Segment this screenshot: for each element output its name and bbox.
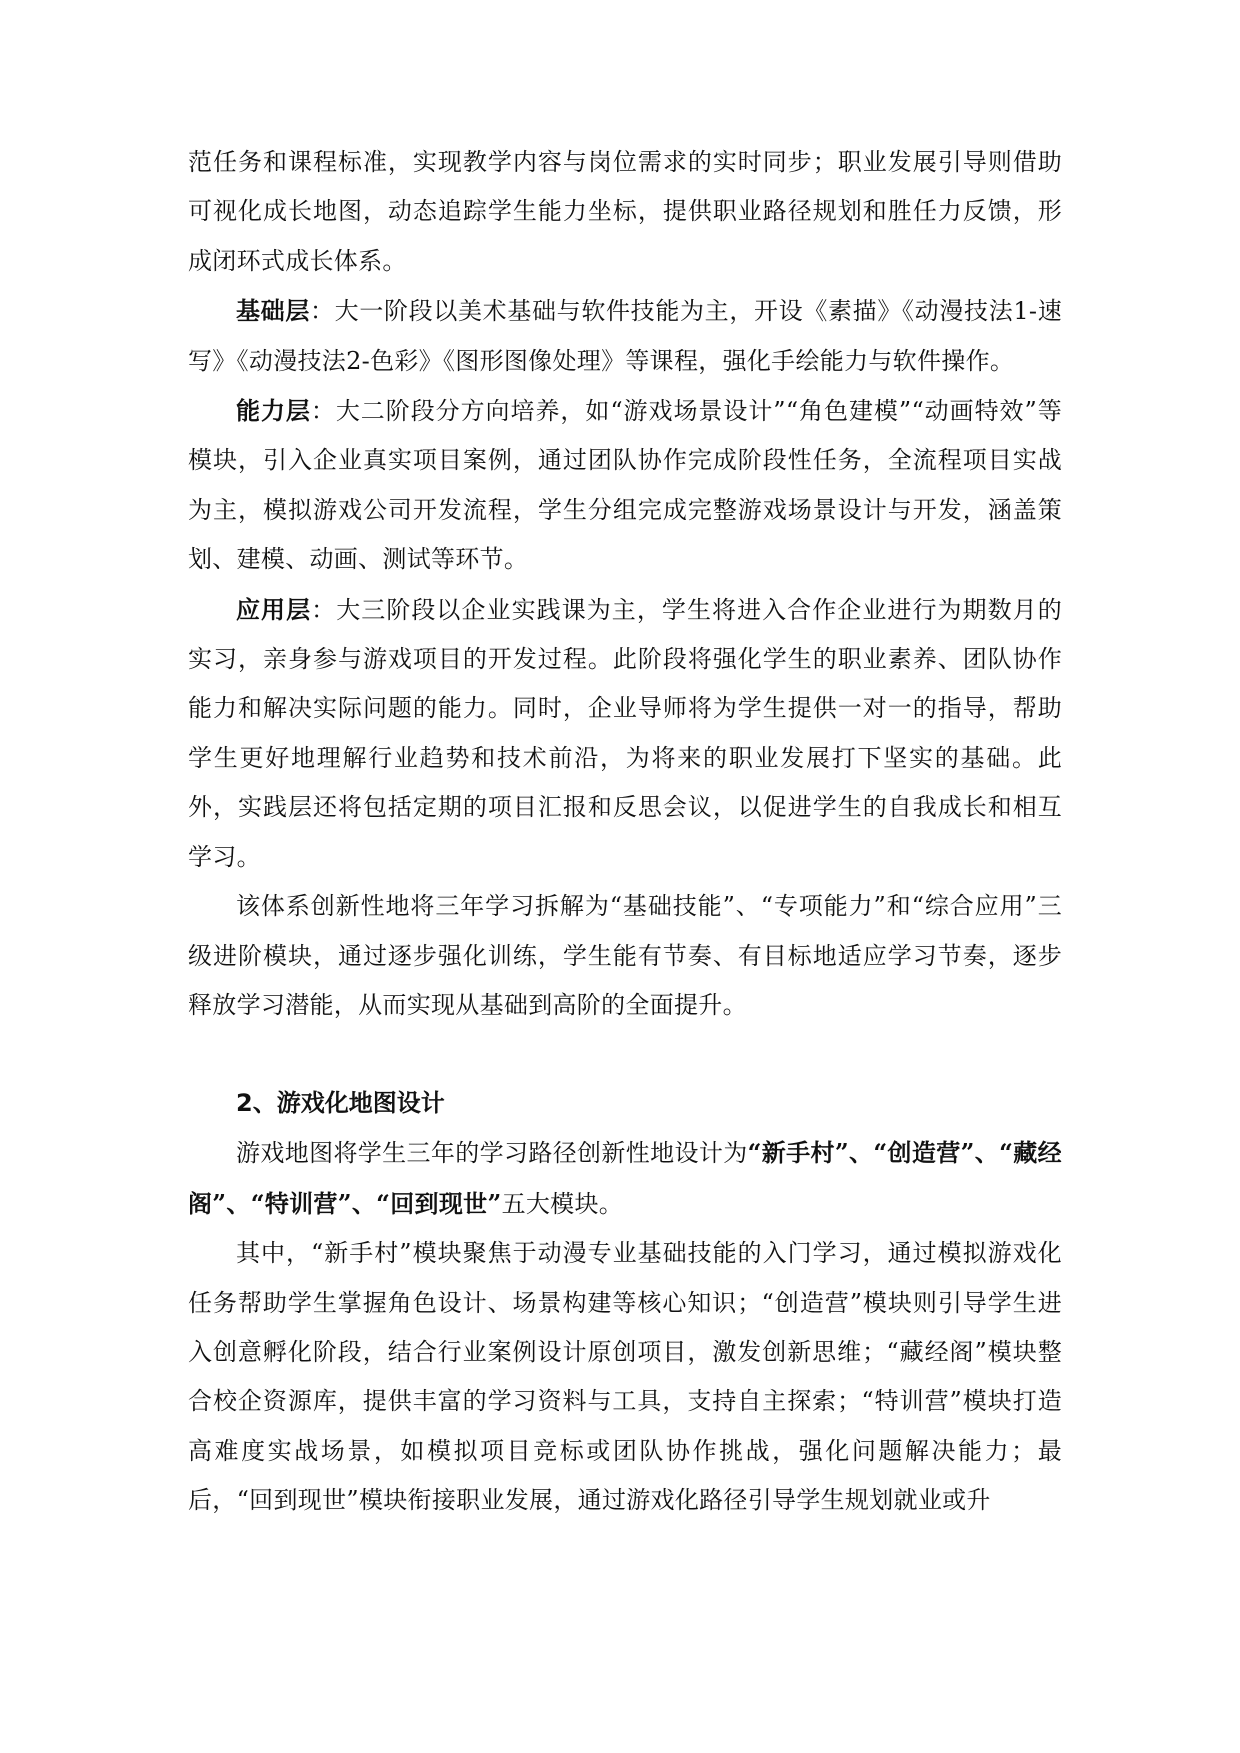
- paragraph-foundation-layer: [188, 286, 1062, 386]
- ability-layer-text: ：大二阶段分方向培养，如“游戏场景设计”“角色建模”“动画特效”等模块，引入企业真实项目案例，通过团队协作完成阶段性任务，全流程项目实战为主，模拟游戏公司开发流程，学生分组完成完整游戏场景设计与开发，涵盖策划、建模、动画、测试等环节。: [188, 397, 1063, 574]
- paragraph-continuation: 范任务和课程标准，实现教学内容与岗位需求的实时同步；职业发展引导则借助可视化成长地图，动态追踪学生能力坐标，提供职业路径规划和胜任力反馈，形成闭环式成长体系。: [188, 148, 1062, 275]
- document-page: [188, 138, 1062, 1526]
- separator: 、: [974, 1138, 1000, 1168]
- map-intro-ending: 五大模块。: [501, 1189, 624, 1218]
- module-return-to-reality: “回到现世”: [376, 1188, 502, 1218]
- separator: 、: [226, 1188, 251, 1218]
- paragraph-map-intro: [188, 1128, 1062, 1229]
- application-layer-text: ：大三阶段以企业实践课为主，学生将进入合作企业进行为期数月的实习，亲身参与游戏项目的开发过程。此阶段将强化学生的职业素养、团队协作能力和解决实际问题的能力。同时，企业导师将为学生提供一对一的指导，帮助学生更好地理解行业趋势和技术前沿，为将来的职业发展打下坚实的基础。此外，实践层还将包括定期的项目汇报和反思会议，以促进学生的自我成长和相互学习。: [188, 595, 1063, 871]
- paragraph-ability-layer: [188, 386, 1062, 585]
- separator: 、: [848, 1138, 874, 1168]
- module-training-camp: “特训营”: [250, 1188, 352, 1218]
- foundation-layer-text: ：大一阶段以美术基础与软件技能为主，开设《素描》《动漫技法1-速写》《动漫技法2-色彩》《图形图像处理》等课程，强化手绘能力与软件操作。: [188, 297, 1063, 375]
- map-intro-text: 游戏地图将学生三年的学习路径创新性地设计为: [236, 1139, 748, 1168]
- section-heading: 2、游戏化地图设计: [236, 1089, 445, 1118]
- foundation-layer-label: 基础层: [236, 296, 311, 326]
- separator: 、: [351, 1188, 377, 1218]
- application-layer-label: 应用层: [236, 594, 312, 624]
- module-creation-camp: “创造营”: [873, 1138, 975, 1168]
- section-gap: [188, 1030, 1062, 1079]
- paragraph-module-details: 其中，“新手村”模块聚焦于动漫专业基础技能的入门学习，通过模拟游戏化任务帮助学生掌握角色设计、场景构建等核心知识；“创造营”模块则引导学生进入创意孵化阶段，结合行业案例设计原创项目，激发创新思维；“藏经阁”模块整合校企资源库，提供丰富的学习资料与工具，支持自主探索；“特训营”模块打造高难度实战场景，如模拟项目竞标或团队协作挑战，强化问题解决能力；最后，“回到现世”模块衔接职业发展，通过游戏化路径引导学生规划就业或升: [188, 1239, 1062, 1515]
- paragraph-system-summary: 该体系创新性地将三年学习拆解为“基础技能”、“专项能力”和“综合应用”三级进阶模块，通过逐步强化训练，学生能有节奏、有目标地适应学习节奏，逐步释放学习潜能，从而实现从基础到高阶的全面提升。: [188, 892, 1062, 1019]
- paragraph-application-layer: [188, 585, 1062, 882]
- module-scripture-pavilion: “藏经阁”: [188, 1138, 1062, 1218]
- ability-layer-label: 能力层: [236, 396, 311, 426]
- module-newbie-village: “新手村”: [747, 1138, 849, 1168]
